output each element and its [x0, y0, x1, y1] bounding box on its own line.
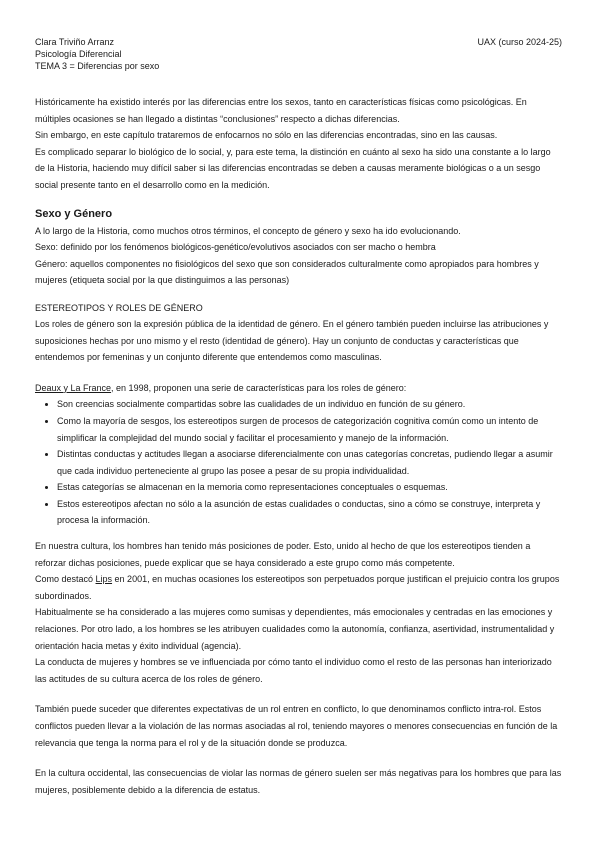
list-item: • Son creencias socialmente compartidas sobre las cualidades de un individuo en función de su género.: [57, 396, 562, 413]
estereotipos-paragraph-2: En nuestra cultura, los hombres han tenido más posiciones de poder. Esto, unido al hecho de que los estereotipos tienden a reforzar dichas posiciones, puede explicar que se haya considerado a este grupo como más competente.: [35, 541, 531, 568]
estereotipos-paragraph-3: Habitualmente se ha considerado a las mujeres como sumisas y dependientes, más emocionales y centradas en las emociones y relaciones. Por otro lado, a los hombres se les atribuyen cualidades como la autonomía, confianza, asertividad, instrumentalidad y orientación hacia metas y éxito individual (agencia).: [35, 607, 555, 651]
estereotipos-paragraph-1: Los roles de género son la expresión pública de la identidad de género. En el género también pueden incluirse las atribuciones y suposiciones hechas por uno mismo y el resto (identidad de género). Hay un conjunto de conductas y características que entendemos por femeninas y un conjunto diferente que entendemos como masculinas.: [35, 318, 549, 363]
list-item: • Estas categorías se almacenan en la memoria como representaciones conceptuales o esquemas.: [57, 479, 562, 496]
lips-link[interactable]: Lips: [95, 574, 113, 585]
estereotipos-paragraph-4: La conducta de mujeres y hombres se ve influenciada por cómo tanto el individuo como el resto de las personas han interiorizado las actitudes de su cultura acerca de los roles de género.: [35, 657, 552, 684]
document-page: [35, 36, 562, 798]
characteristics-list: [35, 396, 562, 529]
estereotipos-paragraph-5: También puede suceder que diferentes expectativas de un rol entren en conflicto, lo que denominamos conflicto intra-rol. Estos conflictos pueden llevar a la violación de las normas asociadas al rol, teniendo mayores o menores consecuencias en función de la relevancia que tenga la norma para el rol y de la situación donde se produzca.: [35, 704, 558, 748]
lips-paragraph: [35, 571, 562, 604]
author-name: Clara Triviño Arranz: [35, 37, 115, 47]
sexo-genero-paragraph-1: A lo largo de la Historia, como muchos otros términos, el concepto de género y sexo ha ido evolucionando.: [35, 225, 461, 236]
section-heading-estereotipos: ESTEREOTIPOS Y ROLES DE GÉNERO: [35, 302, 203, 313]
list-item: • Como la mayoría de sesgos, los estereotipos surgen de procesos de categorización cognitiva común como un intento de simplificar la complejidad del mundo social y facilitar el procesamiento y manejo de la información.: [57, 413, 562, 446]
estereotipos-paragraph-6: En la cultura occidental, las consecuencias de violar las normas de género suelen ser más negativas para los hombres que para las mujeres, posiblemente debido a la diferencia de estatus.: [35, 768, 562, 795]
deaux-rest: , en 1998, proponen una serie de características para los roles de género:: [111, 382, 407, 393]
course-label: UAX (curso 2024-25): [477, 37, 562, 47]
document-header: [35, 36, 562, 84]
intro-paragraph-3: Es complicado separar lo biológico de lo social, y, para este tema, la distinción en cuánto al sexo ha sido una constante a lo largo de la Historia, haciendo muy difícil saber si las diferencias encontradas se deben a causas meramente biológicas o a un sesgo social presente tanto en el desarrollo como en la medición.: [35, 146, 551, 190]
subject-name: Psicología Diferencial: [35, 49, 122, 59]
genero-definition: Género: aquellos componentes no fisiológicos del sexo que son considerados culturalmente como apropiados para hombres y mujeres (etiqueta social por la que distinguimos a las personas): [35, 258, 539, 286]
lips-pre: Como destacó: [35, 574, 96, 585]
list-item: • Estos estereotipos afectan no sólo a la asunción de estas cualidades o conductas, sino a cómo se construye, interpreta y procesa la información.: [57, 496, 562, 529]
topic-title: TEMA 3 = Diferencias por sexo: [35, 61, 160, 71]
sexo-definition: Sexo: definido por los fenómenos biológicos-genético/evolutivos asociados con ser macho o hembra: [35, 242, 436, 253]
intro-paragraph-1: Históricamente ha existido interés por las diferencias entre los sexos, tanto en características físicas como psicológicas. En múltiples ocasiones se han llegado a distintas “conclusiones” respecto a dichas diferencias.: [35, 97, 527, 124]
intro-paragraph-2: Sin embargo, en este capítulo trataremos de enfocarnos no sólo en las diferencias encontradas, sino en las causas.: [35, 130, 498, 141]
list-item: • Distintas conductas y actitudes llegan a asociarse diferencialmente con unas categorías concretas, pudiendo llegar a asumir que cada individuo perteneciente al grupo las posee a pesar de su propia individualidad.: [57, 446, 562, 479]
deaux-link[interactable]: Deaux y La France: [35, 382, 112, 393]
lips-rest: en 2001, en muchas ocasiones los estereotipos son perpetuados porque justifican el prejuicio contra los grupos subordinados.: [35, 574, 560, 601]
deaux-intro-paragraph: [35, 380, 562, 397]
section-heading-sexo-genero: Sexo y Género: [35, 207, 113, 220]
